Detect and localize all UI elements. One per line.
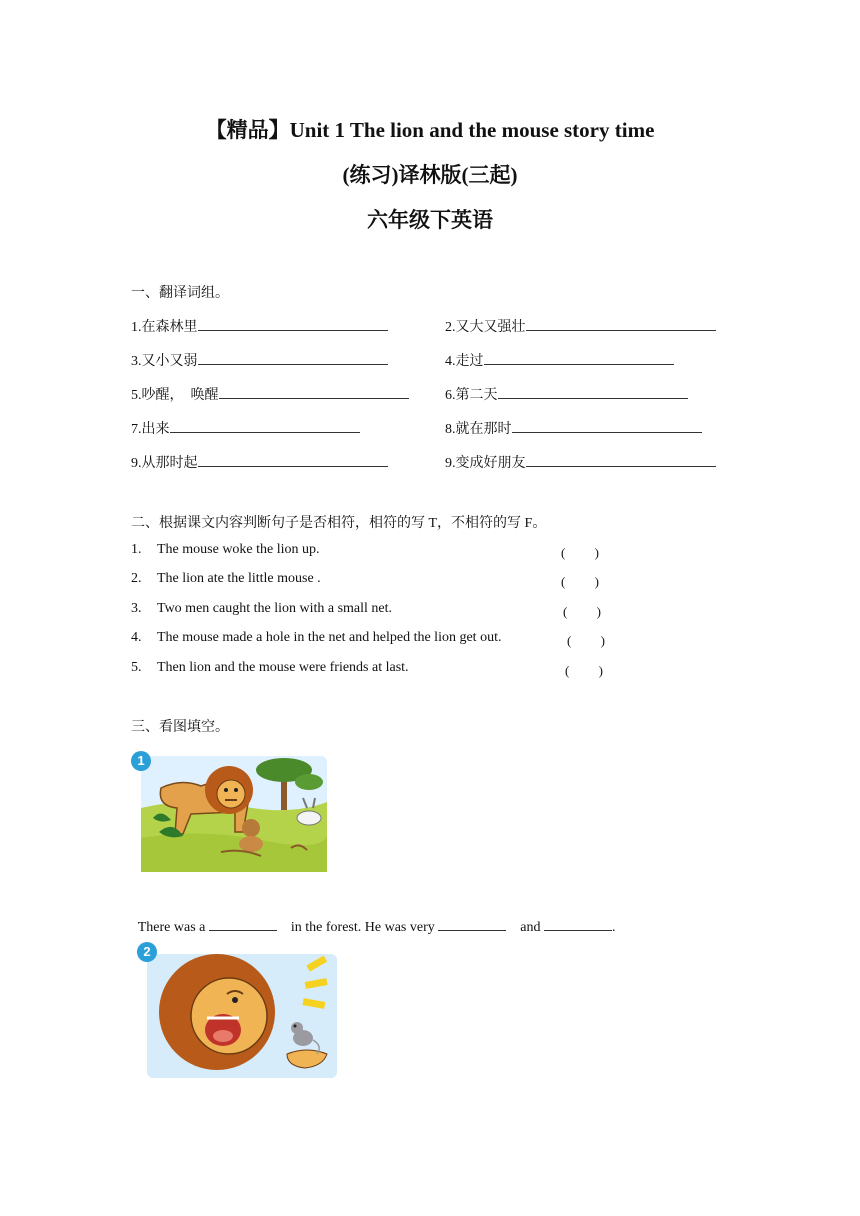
translate-item-10: 9.变成好朋友 [445, 452, 716, 472]
answer-blank[interactable] [526, 453, 716, 467]
tf-answer-box-4[interactable]: ( ) [567, 633, 605, 648]
answer-blank[interactable] [526, 317, 716, 331]
lion-forest-illustration [131, 748, 327, 872]
translate-item-1: 1.在森林里 [131, 316, 388, 336]
tf-statement-5: Then lion and the mouse were friends at last. [157, 660, 409, 675]
tf-statement-4: The mouse made a hole in the net and helped the lion get out. [157, 630, 502, 645]
section2-heading: 二、根据课文内容判断句子是否相符，相符的写 T，不相符的写 F。 [131, 516, 547, 531]
tf-answer-box-5[interactable]: ( ) [565, 663, 603, 678]
answer-blank[interactable] [198, 317, 388, 331]
tf-answer-box-1[interactable]: ( ) [561, 545, 599, 560]
answer-blank[interactable] [170, 419, 360, 433]
translate-item-7: 7.出来 [131, 418, 360, 438]
tf-answer-box-3[interactable]: ( ) [563, 604, 601, 619]
picture-number-badge: 1 [131, 751, 151, 771]
section1-heading: 一、翻译词组。 [131, 286, 229, 301]
section3-heading: 三、看图填空。 [131, 720, 229, 735]
fill-in-sentence: There was a in the forest. He was very and . [131, 901, 615, 936]
answer-blank[interactable] [209, 917, 277, 931]
answer-blank[interactable] [198, 351, 388, 365]
translate-item-8: 8.就在那时 [445, 418, 702, 438]
translate-item-2: 2.又大又强壮 [445, 316, 716, 336]
page-title: 【精品】Unit 1 The lion and the mouse story time [205, 118, 655, 142]
page-subtitle: (练习)译林版(三起) [342, 163, 518, 187]
answer-blank[interactable] [219, 385, 409, 399]
translate-item-6: 6.第二天 [445, 384, 688, 404]
tf-num-4: 4. [131, 630, 142, 645]
answer-blank[interactable] [438, 917, 506, 931]
tf-num-1: 1. [131, 542, 142, 557]
answer-blank[interactable] [544, 917, 612, 931]
answer-blank[interactable] [512, 419, 702, 433]
translate-item-3: 3.又小又弱 [131, 350, 388, 370]
tf-answer-box-2[interactable]: ( ) [561, 574, 599, 589]
answer-blank[interactable] [484, 351, 674, 365]
answer-blank[interactable] [198, 453, 388, 467]
tf-num-2: 2. [131, 571, 142, 586]
tf-num-5: 5. [131, 660, 142, 675]
answer-blank[interactable] [498, 385, 688, 399]
tf-num-3: 3. [131, 601, 142, 616]
tf-statement-1: The mouse woke the lion up. [157, 542, 320, 557]
translate-item-4: 4.走过 [445, 350, 674, 370]
translate-item-5: 5.吵醒， 唤醒 [131, 384, 409, 404]
grade-title: 六年级下英语 [367, 208, 493, 232]
picture-number-badge: 2 [137, 942, 157, 962]
tf-statement-3: Two men caught the lion with a small net. [157, 601, 393, 616]
lion-mouse-illustration [137, 942, 337, 1078]
translate-item-9: 9.从那时起 [131, 452, 388, 472]
tf-statement-2: The lion ate the little mouse . [157, 571, 321, 586]
